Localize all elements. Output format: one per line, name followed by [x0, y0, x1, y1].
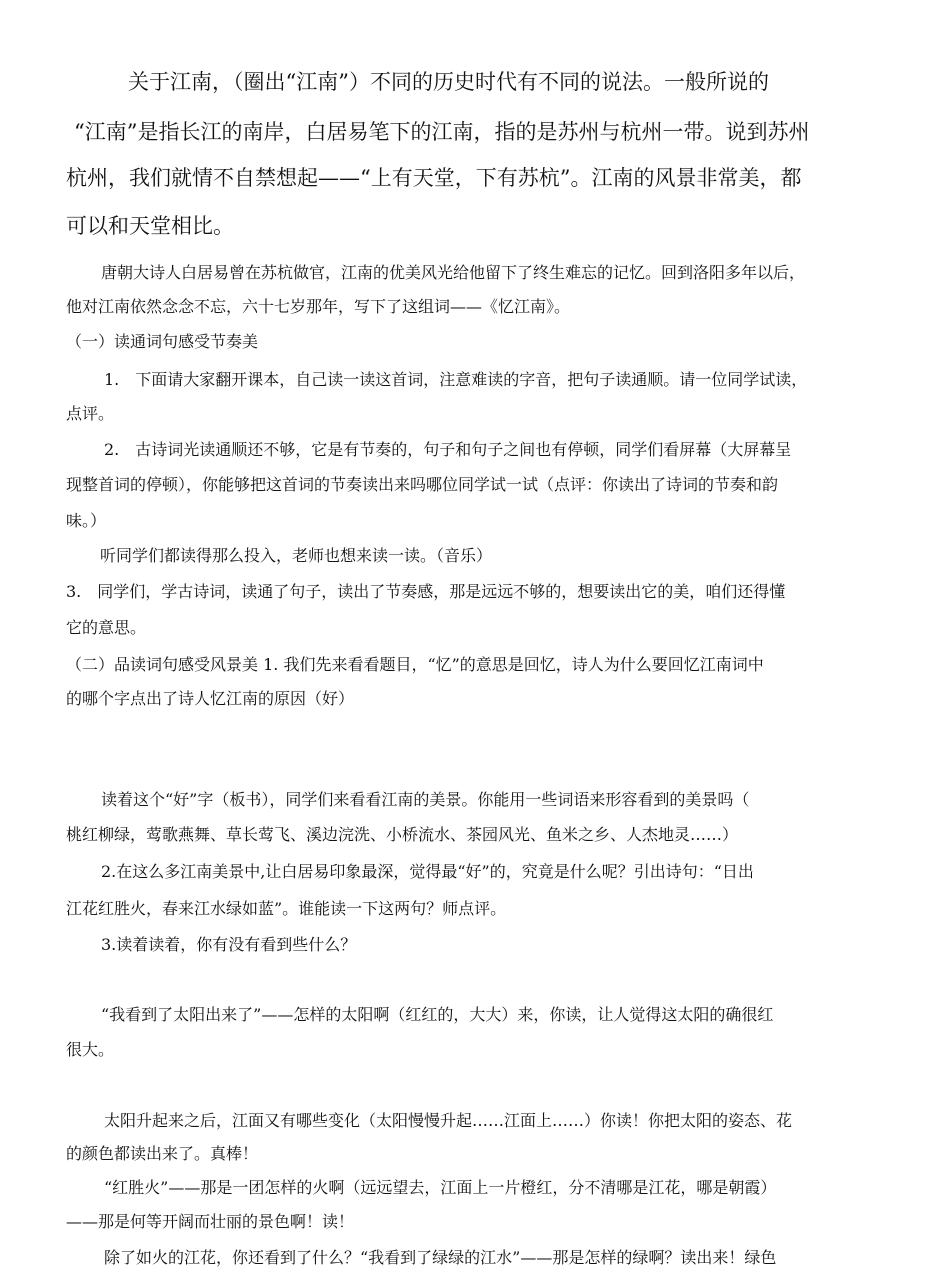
body-line: 3. 同学们，学古诗词，读通了句子，读出了节奏感，那是远远不够的，想要读出它的美，咱们还得懂 — [66, 582, 786, 601]
body-line: 味。） — [66, 511, 107, 530]
body-line: 它的意思。 — [66, 618, 147, 637]
body-line: 1. 下面请大家翻开课本，自己读一读这首词，注意难读的字音，把句子读通顺。请一位同学试读， — [104, 370, 808, 389]
body-line: 2. 古诗词光读通顺还不够，它是有节奏的，句子和句子之间也有停顿，同学们看屏幕（大屏幕呈 — [104, 440, 792, 459]
intro-line-4: 可以和天堂相比。 — [66, 214, 234, 238]
body-line: “我看到了太阳出来了”——怎样的太阳啊（红红的，大大）来，你读，让人觉得这太阳的确很红 — [101, 1005, 774, 1024]
body-line: 除了如火的江花，你还看到了什么？“我看到了绿绿的江水”——那是怎样的绿啊？读出来！绿色 — [104, 1248, 777, 1267]
body-line: 3.读着读着，你有没有看到些什么？ — [101, 935, 357, 954]
body-line: 江花红胜火，春来江水绿如蓝”。谁能读一下这两句？师点评。 — [66, 899, 507, 918]
body-line: 唐朝大诗人白居易曾在苏杭做官，江南的优美风光给他留下了终生难忘的记忆。回到洛阳多年以后， — [101, 263, 806, 282]
body-line: 读着这个“好”字（板书），同学们来看看江南的美景。你能用一些词语来形容看到的美景吗（ — [101, 790, 750, 809]
body-line: 桃红柳绿，莺歌燕舞、草长莺飞、溪边浣洗、小桥流水、茶园风光、鱼米之乡、人杰地灵……） — [66, 825, 739, 844]
intro-line-2: “江南”是指长江的南岸，白居易笔下的江南，指的是苏州与杭州一带。说到苏州 — [74, 120, 810, 144]
body-line: ——那是何等开阔而壮丽的景色啊！读！ — [66, 1212, 355, 1231]
body-line: 点评。 — [66, 404, 115, 423]
body-line: 现整首词的停顿），你能够把这首词的节奏读出来吗哪位同学试一试（点评：你读出了诗词的节奏和韵 — [66, 475, 779, 494]
body-line: “红胜火”——那是一团怎样的火啊（远远望去，江面上一片橙红，分不清哪是江花，哪是朝霞） — [104, 1178, 777, 1197]
body-line: 很大。 — [66, 1040, 115, 1059]
body-line: 他对江南依然念念不忘，六十七岁那年，写下了这组词——《忆江南》。 — [66, 297, 571, 316]
section-heading-2: （二）品读词句感受风景美 1. 我们先来看看题目，“忆”的意思是回忆，诗人为什么要回忆江南词中 — [66, 655, 764, 674]
body-line: 2.在这么多江南美景中,让白居易印象最深，觉得最“好”的，究竟是什么呢？引出诗句：“日出 — [101, 862, 754, 881]
body-line: 太阳升起来之后，江面又有哪些变化（太阳慢慢升起……江面上……）你读！你把太阳的姿态、花 — [104, 1111, 793, 1130]
body-line: 的颜色都读出来了。真棒！ — [66, 1144, 259, 1163]
section-heading-1: （一）读通词句感受节奏美 — [66, 332, 259, 351]
intro-line-1: 关于江南，（圈出“江南”）不同的历史时代有不同的说法。一般所说的 — [128, 70, 769, 94]
body-line: 的哪个字点出了诗人忆江南的原因（好） — [66, 689, 355, 708]
body-line: 听同学们都读得那么投入，老师也想来读一读。（音乐） — [100, 546, 493, 565]
intro-line-3: 杭州，我们就情不自禁想起——“上有天堂，下有苏杭”。江南的风景非常美，都 — [66, 166, 802, 190]
